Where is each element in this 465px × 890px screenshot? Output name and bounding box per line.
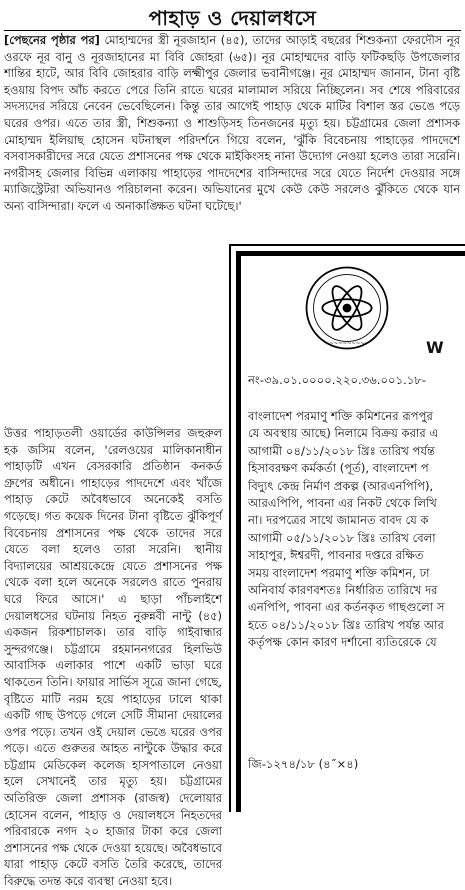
- notice-heading-fragment: W: [426, 338, 444, 357]
- notice-border: [236, 251, 465, 812]
- headline: পাহাড় ও দেয়ালধসে: [148, 6, 317, 30]
- notice-line: হতে ০৪/১১/২০১৮ খ্রিঃ তারিখ পর্যন্ত আর: [248, 617, 444, 632]
- notice-line: আরএপিপি, পাবনা এর নিকট থেকে লিখি: [248, 496, 437, 511]
- memo-number: নং-৩৯.০১.০০০০.২২০.৩৬.০০১.১৮-: [248, 373, 427, 387]
- notice-line: বিদ্যুৎ কেন্দ্র নির্মাণ প্রকল্প (আরএনপিপি),: [248, 478, 434, 493]
- notice-line: সাহাপুর, ঈশ্বরদী, পাবনার দপ্তরে রক্ষিত: [248, 548, 424, 563]
- atom-emblem-icon: [303, 264, 391, 352]
- notice-body: [248, 408, 465, 652]
- notice-line: আগামী ০৫/১১/২০১৮ খ্রিঃ তারিখ বেলা: [248, 530, 436, 545]
- article-paragraph: উত্তর পাহাড়তলী ওয়ার্ডের কাউন্সিলর জহুরুল হক জসিম বলেন, 'রেলওয়ের মালিকানাধীন পাহাড়টি এখন বেসরকারি প্রতিষ্ঠান কনকর্ড গ্রুপের অধীনে। পাহাড়ের পাদদেশে এবং খাঁজে পাহাড় কেটে অবৈধভাবে অনেকেই বসতি গড়েছে। গত কয়েক দিনের টানা বৃষ্টিতে ঝুঁকিপূর্ণ বিবেচনায় প্রশাসনের পক্ষ থেকে তাদের সরে যেতে বলা হলেও তারা সরেনি। স্থানীয় বিদ্যালয়ের আশ্রয়কেন্দ্রে যেতে প্রশাসনের পক্ষ থেকে বলা হলে অনেকে সরলেও রাতে পুনরায় ঘরে ফিরে আসে।' এ ছাড়া পাঁচলাইশে দেয়ালধসের ঘটনায় নিহত নুরুন্নবী নান্টু (৪৫) একজন রিকশাচালক। তার বাড়ি গাইবান্ধার সুন্দরগঞ্জে। চট্টগ্রামে রহমাননগরের হিলভিউ আবাসিক এলাকার পাশে একটি ভাড়া ঘরে থাকতেন তিনি। ফায়ার সার্ভিস সূত্রে জানা গেছে, বৃষ্টিতে মাটি নরম হয়ে পাহাড়ের ঢালে থাকা একটি গাছ উপড়ে গেলে সেটি সীমানা দেয়ালের ওপর পড়ে। তখন ওই দেয়াল ভেঙে ঘরের ওপর পড়ে। এতে গুরুতর আহত নান্টুকে উদ্ধার করে চট্টগ্রাম মেডিকেল কলেজ হাসপাতালে নেওয়া হলে সেখানেই তার মৃত্যু হয়। চট্টগ্রামের অতিরিক্ত জেলা প্রশাসক (রাজস্ব) দেলোয়ার হোসেন বলেন, পাহাড় ও দেয়ালধসে নিহতদের পরিবারকে নগদ ২০ হাজার টাকা করে জেলা প্রশাসনের পক্ষ থেকে দেওয়া হয়েছে। অবৈধভাবে যারা পাহাড় কেটে বসতি তৈরি করেছে, তাদের বিরুদ্ধে তদন্ত করে ব্যবস্থা নেওয়া হবে।: [4, 426, 222, 889]
- notice-line: না। দরপত্রের সাথে জামানত বাবদ যে ক: [248, 513, 429, 528]
- notice-line: আগামী ০৪/১১/২০১৮ খ্রিঃ তারিখ পর্যন্ত: [248, 443, 436, 458]
- continuation-lead: [পেছনের পৃষ্ঠার পর]: [4, 33, 100, 47]
- article-narrow-column: [4, 425, 222, 890]
- headline-rule: [4, 30, 461, 31]
- notice-line: যে অবস্থায় আছে) নিলামে বিক্রয় করার এ: [248, 426, 439, 441]
- article-text: মোহাম্মদের স্ত্রী নূরজাহান (৪৫), তাদের আড়াই বছরের শিশুকন্যা ফেরদৌস নূর ওরফে নূর বানু ও নূরজাহানের মা বিবি জোহরা (৬৫)। নূর মোহাম্মদের বাড়ি ফটিকছড়ি উপজেলার শান্তির হাটে, আর বিবি জোহরার বাড়ি লক্ষ্মীপুর জেলার ভবানীগঞ্জে। নূর মোহাম্মদ জানান, টানা বৃষ্টি হওয়ায় বিপদ আঁচ করতে পেরে তিনি রাতে ঘরের মালামাল সরিয়ে নিচ্ছিলেন। সব শেষে পরিবারের সদস্যদের সরিয়ে নেবেন ভেবেছিলেন। কিন্তু তার আগেই পাহাড় থেকে মাটির বিশাল স্তর ভেঙে পড়ে ঘরের ওপর। এতে তার স্ত্রী, শিশুকন্যা ও শাশুড়িসহ তিনজনের মৃত্যু হয়। চট্টগ্রামের জেলা প্রশাসক মোহাম্মদ ইলিয়াছ হোসেন ঘটনাস্থল পরিদর্শনে গিয়ে বলেন, 'ঝুঁকি বিবেচনায় পাহাড়ের পাদদেশে বসবাসকারীদের সরে যেতে প্রশাসনের পক্ষ থেকে মাইকিংসহ নানা উদ্যোগ নেওয়া হলেও তারা সরেনি। নগরীসহ জেলার বিভিন্ন এলাকায় পাহাড়ের পাদদেশের বাসিন্দাদের সরে যেতে নির্দেশ দেওয়ার সঙ্গে ম্যাজিস্ট্রেটরা অভিযানও পরিচালনা করেন। অভিযানের মুখে কেউ কেউ সরলেও ঝুঁকিতে থেকে যান অন্য বাসিন্দারা। ফলে এ অনাকাঙ্ক্ষিত ঘটনা ঘটেছে।': [4, 33, 460, 213]
- notice-line: এনপিপি, পাবনা এর কর্তনকৃত গাছগুলো স: [248, 600, 445, 615]
- notice-line: বাংলাদেশ পরমাণু শক্তি কমিশনের রূপপুর: [248, 409, 433, 423]
- svg-text:~~~~~~~~~~: ~~~~~~~~~~: [324, 340, 370, 347]
- notice-code: জি-১২৭৪/১৮ (৪˝×৪): [248, 757, 359, 771]
- notice-line: হিসাবরক্ষণ কর্মকর্তা (পূর্ত), বাংলাদেশ প: [248, 461, 429, 476]
- tender-notice: [229, 244, 465, 812]
- notice-line: সময় বাংলাদেশ পরমাণু শক্তি কমিশন, ঢা: [248, 565, 430, 580]
- article-paragraph: [4, 32, 460, 215]
- notice-line: অনিবার্য কারণবশতঃ নির্ধারিত তারিখে দর: [248, 583, 438, 598]
- notice-line: কর্তৃপক্ষ কোন কারণ দর্শানো ব্যতিরেকে যে: [248, 635, 437, 650]
- article-wide-column: [4, 32, 460, 215]
